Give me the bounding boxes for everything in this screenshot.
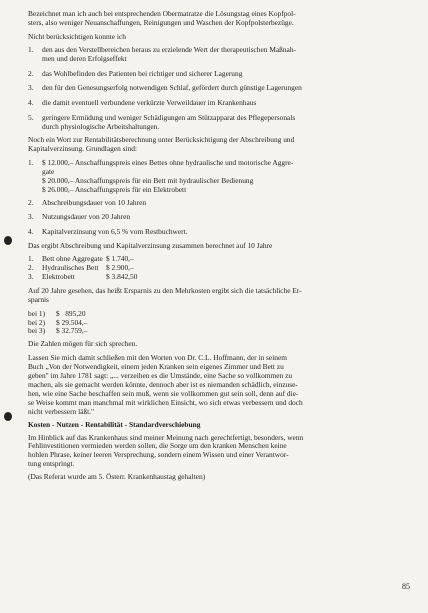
list-item (28, 84, 406, 93)
text-line: machen, als sie gemacht werden könnte, dennoch aber ist es niemanden schädlich, einzuse- (28, 380, 298, 389)
text-line: geben" im Jahre 1781 sagt: „... verzeihen es die Umstände, eine Sache so vollkommen zu (28, 371, 293, 381)
text-line: se Weise kommt man manchmal mit wirklichen Einsicht, wo sich etwas verbessern und doch (28, 397, 303, 407)
footnote: (Das Referat wurde am 5. Österr. Krankenhaustag gehalten) (28, 472, 206, 482)
section-heading: Kosten - Nutzen - Rentabilität - Standardverschiebung (28, 419, 201, 429)
intro-paragraph (28, 10, 406, 28)
list-text (42, 114, 406, 132)
text-line: gate (42, 166, 55, 176)
savings-value: $ 895,20 (56, 308, 86, 318)
text-line: tung entspringt. (28, 459, 75, 469)
text-line: nicht verbessern läßt." (28, 406, 95, 416)
savings-label: bei 1) (28, 308, 46, 318)
result-value: $ 3.842,50 (106, 271, 138, 281)
results-table (28, 255, 406, 282)
savings-value: $ 32.759,– (56, 326, 88, 336)
document-page (28, 4, 406, 482)
list-item (28, 213, 406, 222)
savings-label: bei 2) (28, 317, 46, 327)
text-line: $ 26.000,– Anschaffungspreis für ein Elektrobett (42, 184, 187, 194)
list-number: 2. (28, 197, 34, 207)
not-considered-list (28, 46, 406, 132)
basis-list (28, 159, 406, 237)
text-line: den aus den Verstellbereichen heraus zu erzielende Wert der therapeutischen Maßnah- (42, 44, 296, 54)
list-item (28, 46, 406, 64)
text-line: $ 12.000,– Anschaffungspreis eines Bettes ohne hydraulische und motorische Aggre- (42, 157, 294, 167)
text-line: Noch ein Wort zur Rentabilitätsberechnung unter Berücksichtigung der Abschreibung und (28, 135, 295, 145)
list-number: 3. (28, 212, 34, 222)
list-number: 3. (28, 83, 34, 93)
text-line: Im Hinblick auf das Krankenhaus sind meiner Meinung nach gerechtfertigt, besonders, wenn (28, 432, 304, 442)
list-text: Nutzungsdauer von 20 Jahren (42, 212, 131, 222)
text-line: Kapitalverzinsung. Grundlagen sind: (28, 143, 137, 153)
result-row (28, 264, 406, 273)
list-text: die damit eventuell verbundene verkürzte Verweildauer im Krankenhaus (42, 98, 257, 108)
text-line: geringere Ermüdung und weniger Schädigungen am Stützapparat des Pflegepersonals (42, 113, 296, 123)
list-item (28, 114, 406, 132)
text-line: Bezeichnet man ich auch bei entsprechenden Obermatratze die Lösungstag eines Kopfpol- (28, 9, 296, 18)
list-text: den für den Genesungserfolg notwendigen Schlaf, gefördert durch günstige Lagerungen (42, 83, 302, 93)
list-text (42, 46, 406, 64)
text-line: durch physiologische Arbeitshaltungen. (42, 122, 160, 132)
text-line: Auf 20 Jahre gesehen, das heißt Ersparnis zu den Mehrkosten ergibt sich die tatsächliche Er- (28, 285, 302, 295)
text-line: sters, also weniger Neuanschaffungen, Reinigungen und Waschen der Kopfpolsterbezüge. (28, 17, 294, 27)
result-number: 1. (28, 254, 34, 264)
text-line: Lassen Sie mich damit schließen mit den Worten von Dr. C.L. Hoffmann, der in seinem (28, 353, 287, 363)
savings-intro (28, 287, 406, 305)
result-intro: Das ergibt Abschreibung und Kapitalverzinsung zusammen berechnet auf 10 Jahre (28, 241, 273, 251)
text-line: $ 20.000,– Anschaffungspreis für ein Bett mit hydraulischer Bedienung (42, 175, 254, 185)
list-item (28, 228, 406, 237)
not-considered-heading: Nicht berücksichtigen konnte ich (28, 31, 126, 41)
punch-hole (4, 412, 12, 421)
list-text: das Wohlbefinden des Patienten bei richtiger und sicherer Lagerung (42, 68, 243, 78)
closing-paragraph (28, 434, 406, 470)
text-line: Buch „Von der Notwendigkeit, einem jeden Kranken sein eigenes Zimmer und Bett zu (28, 362, 284, 372)
list-text: Kapitalverzinsung von 6,5 % vom Restbuchwert. (42, 227, 188, 237)
result-value: $ 2.900,– (106, 263, 134, 273)
list-number: 4. (28, 98, 34, 108)
list-text: Abschreibungsdauer von 10 Jahren (42, 197, 147, 207)
list-number: 1. (28, 157, 34, 167)
list-number: 1. (28, 44, 34, 54)
list-item (28, 99, 406, 108)
punch-hole (4, 236, 12, 245)
list-item (28, 199, 406, 208)
text-line: Fehlinvestitionen vermieden werden sollen, die Sorge um den kranken Menschen keine (28, 441, 287, 451)
result-label: Elektrobett (42, 271, 75, 281)
numbers-speak: Die Zahlen mögen für sich sprechen. (28, 339, 138, 349)
list-number: 4. (28, 227, 34, 237)
list-number: 2. (28, 68, 34, 78)
list-number: 5. (28, 113, 34, 123)
result-value: $ 1.740,– (106, 254, 134, 264)
calc-intro-paragraph (28, 136, 406, 154)
savings-table (28, 310, 406, 337)
text-line: men und deren Erfolgseffekt (42, 53, 127, 63)
text-line: hohlen Phrase, keiner leeren Versprechung, sondern einem Wissen und einer Verantwor- (28, 450, 289, 460)
page-number: 85 (402, 582, 410, 591)
list-item (28, 70, 406, 79)
text-line: hen, wie eine Sache beschaffen sein muß, wenn sie vollkommen gut sein soll, denn auf die- (28, 388, 299, 398)
text-line: sparnis (28, 294, 49, 304)
savings-value: $ 29.504,– (56, 317, 88, 327)
result-number: 2. (28, 263, 34, 273)
quote-paragraph (28, 354, 406, 416)
result-row (28, 273, 406, 282)
list-item (28, 159, 406, 195)
result-label: Hydraulisches Bett (42, 263, 99, 273)
result-number: 3. (28, 271, 34, 281)
savings-label: bei 3) (28, 326, 46, 336)
list-text (42, 159, 406, 195)
result-label: Bett ohne Aggregate (42, 254, 103, 264)
savings-row (28, 327, 406, 336)
